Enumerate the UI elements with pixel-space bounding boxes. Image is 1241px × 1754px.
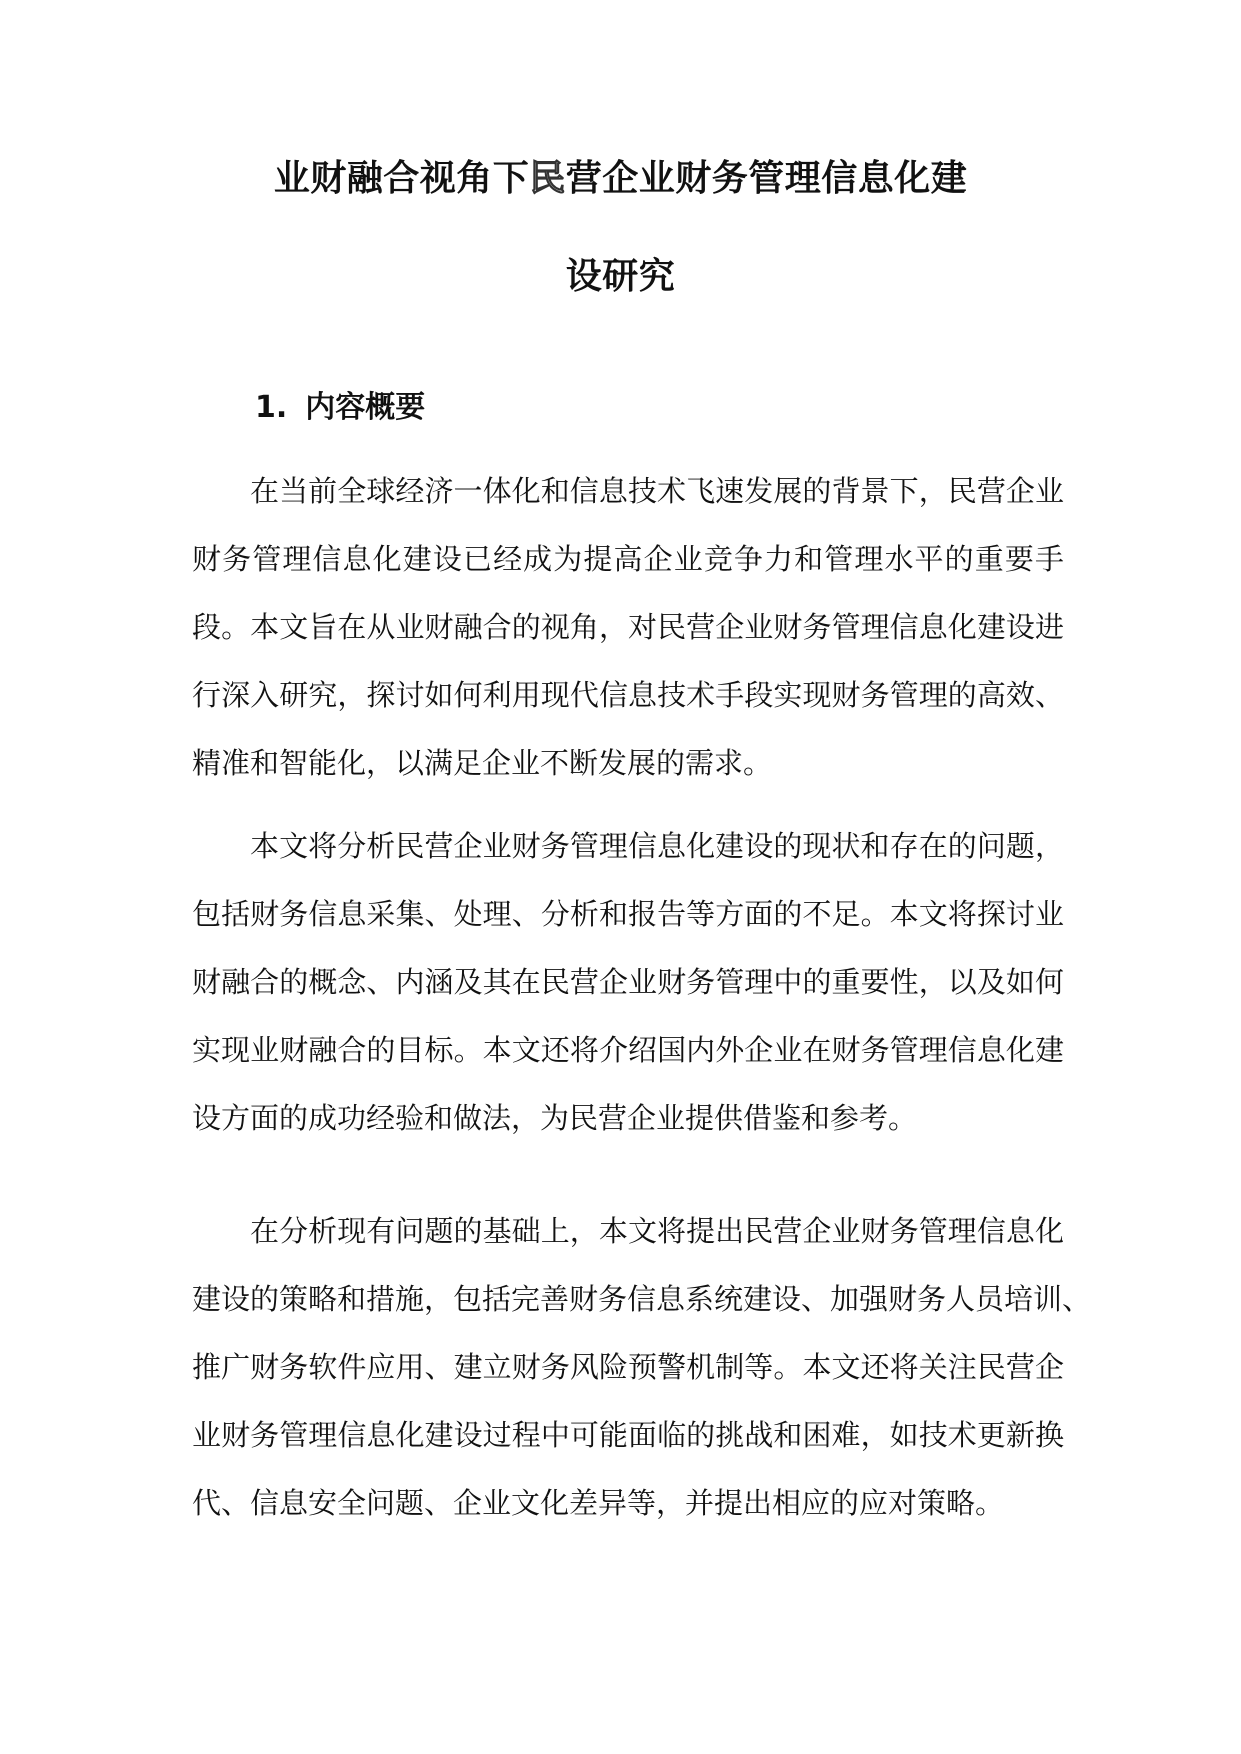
paragraph-line: 实现业财融合的目标。本文还将介绍国内外企业在财务管理信息化建 — [192, 1033, 1064, 1067]
paragraph-line: 设方面的成功经验和做法，为民营企业提供借鉴和参考。 — [192, 1101, 918, 1135]
paragraph-line: 本文将分析民营企业财务管理信息化建设的现状和存在的问题， — [250, 829, 1064, 863]
paragraph-3 — [192, 1197, 1092, 1537]
paragraph-line: 包括财务信息采集、处理、分析和报告等方面的不足。本文将探讨业 — [192, 897, 1064, 931]
paragraph-line: 在当前全球经济一体化和信息技术飞速发展的背景下，民营企业 — [250, 474, 1064, 508]
title-highlighted-char: 民 — [529, 158, 566, 199]
paragraph-2 — [192, 812, 1064, 1152]
paragraph-line: 段。本文旨在从业财融合的视角，对民营企业财务管理信息化建设进 — [192, 610, 1064, 644]
paragraph-line: 推广财务软件应用、建立财务风险预警机制等。本文还将关注民营企 — [192, 1350, 1064, 1384]
paragraph-line: 建设的策略和措施，包括完善财务信息系统建设、加强财务人员培训、 — [192, 1282, 1092, 1316]
paragraph-line: 财务管理信息化建设已经成为提高企业竞争力和管理水平的重要手 — [192, 542, 1064, 576]
paragraph-line: 精准和智能化，以满足企业不断发展的需求。 — [192, 746, 773, 780]
paragraph-line: 在分析现有问题的基础上，本文将提出民营企业财务管理信息化 — [250, 1214, 1064, 1248]
paragraph-line: 行深入研究，探讨如何利用现代信息技术手段实现财务管理的高效、 — [192, 678, 1064, 712]
document-title-line-1 — [0, 150, 1241, 201]
section-number: 1. — [255, 390, 288, 425]
paragraph-1 — [192, 457, 1064, 797]
paragraph-line: 业财务管理信息化建设过程中可能面临的挑战和困难，如技术更新换 — [192, 1418, 1064, 1452]
paragraph-line: 代、信息安全问题、企业文化差异等，并提出相应的应对策略。 — [192, 1486, 1005, 1520]
title-text-b: 营企业财务管理信息化建 — [565, 158, 968, 199]
section-heading — [255, 382, 425, 426]
document-title-line-2: 设研究 — [565, 256, 676, 297]
section-title: 内容概要 — [305, 390, 426, 425]
title-text-a: 业财融合视角下 — [273, 158, 530, 199]
paragraph-line: 财融合的概念、内涵及其在民营企业财务管理中的重要性，以及如何 — [192, 965, 1064, 999]
